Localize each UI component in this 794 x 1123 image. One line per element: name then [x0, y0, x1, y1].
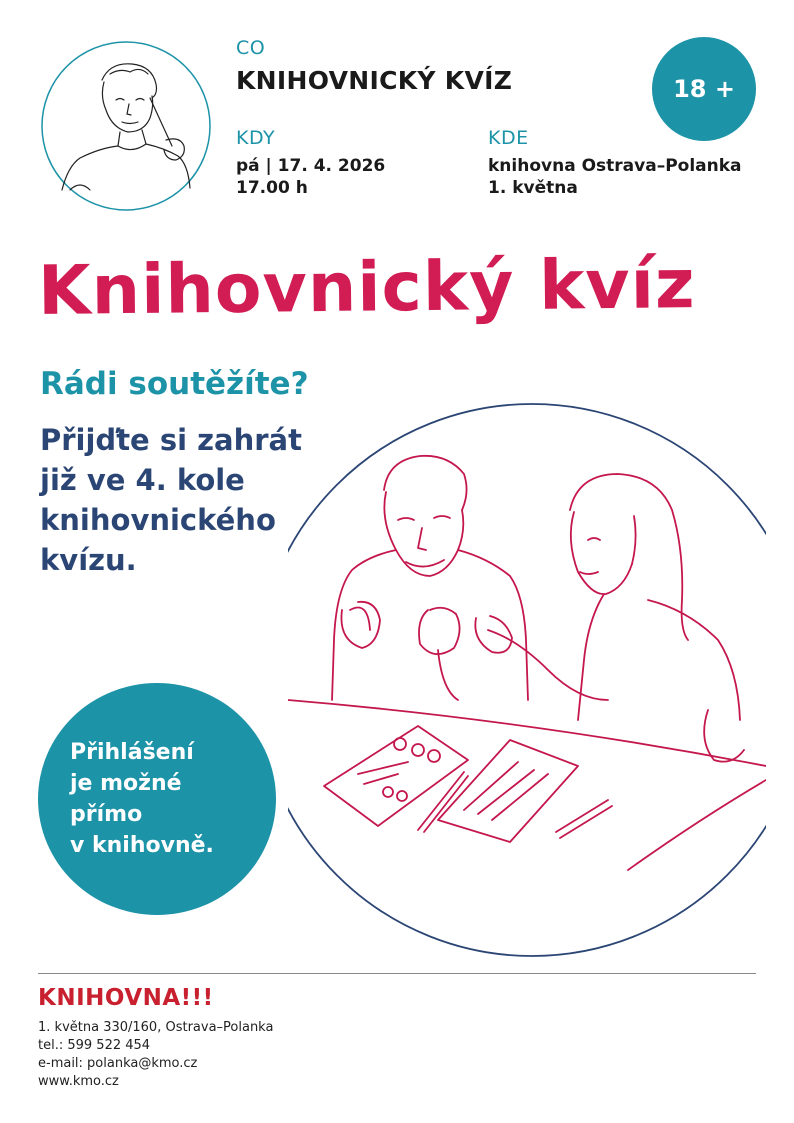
- website-link[interactable]: www.kmo.cz: [38, 1074, 119, 1089]
- main-title: Knihovnický kvíz: [37, 245, 696, 331]
- event-date: pá | 17. 4. 2026: [236, 156, 386, 176]
- invitation-line: knihovnického: [40, 503, 276, 537]
- registration-line: přímo: [70, 802, 143, 827]
- phone-text: tel.: 599 522 454: [38, 1038, 151, 1053]
- age-badge-text: 18 +: [673, 75, 735, 103]
- invitation-line: Přijďte si zahrát: [40, 423, 302, 457]
- quiz-illustration: [288, 400, 766, 960]
- registration-badge: [38, 683, 276, 915]
- where-label: KDE: [488, 127, 529, 149]
- question-heading: Rádi soutěžíte?: [40, 366, 309, 402]
- footer-divider: [38, 973, 756, 974]
- portrait-illustration: [40, 40, 212, 212]
- event-time: 17.00 h: [236, 178, 308, 198]
- what-label: CO: [236, 37, 266, 59]
- registration-line: Přihlášení: [70, 740, 194, 765]
- invitation-text: [40, 420, 302, 580]
- address-text: 1. května 330/160, Ostrava–Polanka: [38, 1020, 274, 1035]
- event-name: KNIHOVNICKÝ KVÍZ: [236, 66, 513, 95]
- when-label: KDY: [236, 127, 276, 149]
- invitation-line: již ve 4. kole: [40, 463, 245, 497]
- registration-line: je možné: [70, 771, 182, 796]
- registration-line: v knihovně.: [70, 833, 214, 858]
- contact-block: [38, 1019, 273, 1091]
- registration-text: [70, 737, 214, 861]
- age-badge: [652, 37, 756, 141]
- library-brand: KNIHOVNA!!!: [38, 985, 214, 1011]
- venue-line-1: knihovna Ostrava–Polanka: [488, 156, 742, 176]
- invitation-line: kvízu.: [40, 543, 137, 577]
- venue-line-2: 1. května: [488, 178, 578, 198]
- email-link[interactable]: e-mail: polanka@kmo.cz: [38, 1056, 198, 1071]
